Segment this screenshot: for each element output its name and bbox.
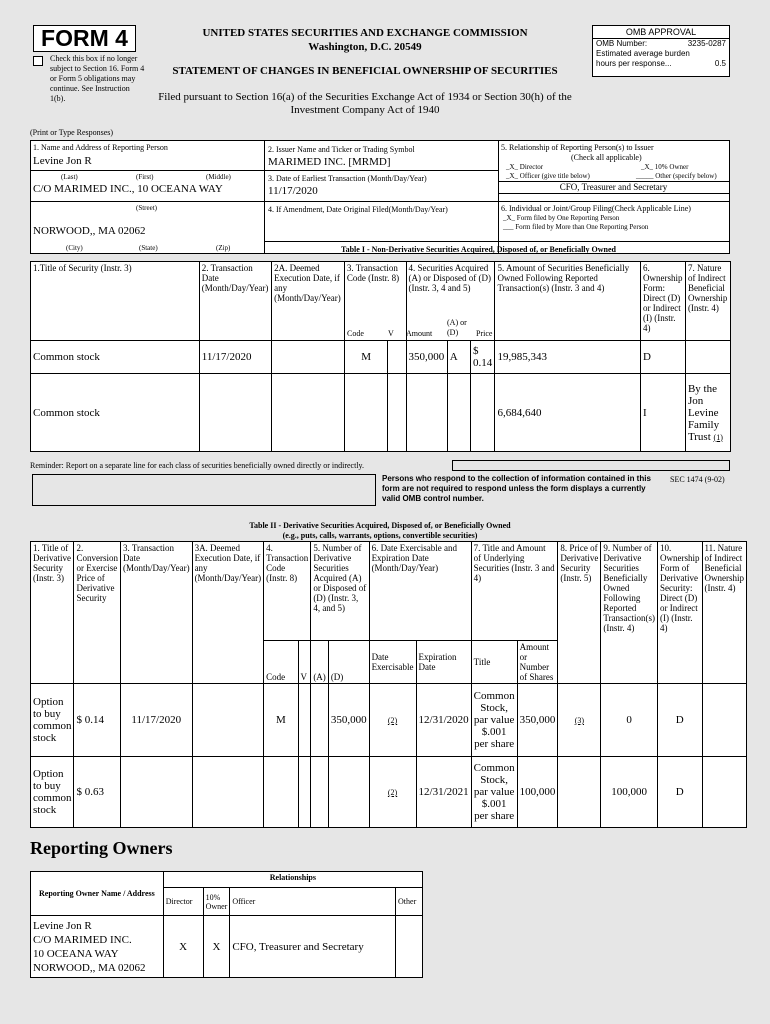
t2-header-owned: 9. Number of Derivative Securities Beneficially Owned Following Reported Transaction(s) (Instr. 4): [601, 542, 658, 684]
t1-row2-v: [388, 374, 406, 452]
t1-header-title: 1.Title of Security (Instr. 3): [31, 262, 200, 341]
filed-pursuant-line1: Filed pursuant to Section 16(a) of the Securities Exchange Act of 1934 or Section 30(h) of the: [158, 91, 572, 103]
signature-box: [32, 474, 376, 506]
box3-label: 3. Date of Earliest Transaction (Month/Day/Year): [268, 174, 427, 183]
t2-sub-title: Title: [471, 641, 517, 684]
owner-name: Levine Jon R: [33, 919, 92, 932]
reporting-person-name: Levine Jon R: [33, 155, 92, 167]
t1-row1-form: D: [640, 341, 685, 374]
t1-row1-ad: A: [447, 341, 470, 374]
omb-title: OMB APPROVAL: [593, 26, 729, 39]
t2-row2-d: [328, 757, 369, 828]
box5-check-all: (Check all applicable): [571, 153, 642, 162]
owner-addr1: C/O MARIMED INC.: [33, 933, 132, 946]
t2-row1-d: 350,000: [328, 684, 369, 757]
state-label: (State): [139, 244, 158, 252]
t1-row1-v: [388, 341, 406, 374]
t1-header-code: 3. Transaction Code (Instr. 8): [344, 262, 406, 341]
reminder-text: Reminder: Report on a separate line for each class of securities beneficially owned directly or indirectly.: [30, 461, 365, 470]
box1-label: 1. Name and Address of Reporting Person: [33, 143, 168, 152]
t1-row1-price: $ 0.14: [470, 341, 495, 374]
t2-row1-code: M: [264, 684, 298, 757]
t1-row1-nature: [685, 341, 730, 374]
omb-approval-box: [592, 25, 730, 77]
t2-row2-exp: 12/31/2021: [416, 757, 471, 828]
t2-row1-price: $ 0.14: [74, 684, 121, 757]
reporting-person-city: NORWOOD,, MA 02062: [33, 225, 146, 237]
street-label: (Street): [136, 204, 157, 212]
owner-other: [396, 916, 423, 978]
t2-header-date: 3. Transaction Date (Month/Day/Year): [120, 542, 192, 684]
t2-sub-date-ex: Date Exercisable: [369, 641, 416, 684]
box5-label: 5. Relationship of Reporting Person(s) to Issuer: [501, 143, 654, 152]
t1-row1-deemed: [272, 341, 345, 374]
owners-col-officer: Officer: [230, 888, 396, 916]
middle-label: (Middle): [206, 173, 231, 181]
t2-row2-form: D: [658, 757, 703, 828]
t2-row1-owned: 0: [601, 684, 658, 757]
t1-header-nature: 7. Nature of Indirect Beneficial Ownership (Instr. 4): [685, 262, 730, 341]
owners-relationships: Relationships: [163, 872, 422, 888]
owners-col-ten: 10% Owner: [203, 888, 230, 916]
omb-number-label: OMB Number:: [596, 39, 648, 48]
ten-pct-option: _X_ 10% Owner: [641, 163, 689, 171]
t2-header-underlying: 7. Title and Amount of Underlying Securities (Instr. 3 and 4): [471, 542, 558, 641]
t1-row2-date: [199, 374, 271, 452]
t1-row1-title: Common stock: [31, 341, 200, 374]
t2-header-nature: 11. Nature of Indirect Beneficial Ownership (Instr. 4): [702, 542, 746, 684]
t2-sub-exp: Expiration Date: [416, 641, 471, 684]
t1-row2-amount: [406, 374, 447, 452]
omb-hours-label: hours per response...: [596, 59, 672, 68]
owners-col-director: Director: [163, 888, 203, 916]
director-option: _X_ Director: [506, 163, 544, 171]
t1-sub-v: V: [388, 329, 394, 338]
t2-header-exercisable: 6. Date Exercisable and Expiration Date (Month/Day/Year): [369, 542, 471, 641]
t1-sub-price: Price: [476, 329, 493, 338]
box2-label: 2. Issuer Name and Ticker or Trading Symbol: [268, 145, 415, 154]
t2-row2-code: [264, 757, 298, 828]
t1-header-deemed: 2A. Deemed Execution Date, if any (Month/Day/Year): [272, 262, 345, 341]
form-title: FORM 4: [33, 25, 136, 52]
t1-row1-date: 11/17/2020: [199, 341, 271, 374]
t2-header-price: 8. Price of Derivative Security (Instr. 5): [558, 542, 601, 684]
omb-hours: 0.5: [714, 59, 726, 68]
t1-header-owned: 5. Amount of Securities Beneficially Owned Following Reported Transaction(s) (Instr. 3 and 4): [495, 262, 641, 341]
issuer-name: MARIMED INC. [MRMD]: [268, 156, 391, 168]
t2-header-number: 5. Number of Derivative Securities Acquired (A) or Disposed of (D) (Instr. 3, 4, and 5): [311, 542, 369, 641]
agency-location: Washington, D.C. 20549: [308, 41, 422, 53]
t2-row1-title: Option to buy common stock: [31, 684, 74, 757]
t1-row1-amount: 350,000: [406, 341, 447, 374]
sec-form-number: SEC 1474 (9-02): [670, 475, 725, 484]
reporting-owners-table: [30, 871, 423, 978]
table2-title: Table II - Derivative Securities Acquired, Disposed of, or Beneficially Owned: [249, 521, 511, 530]
table1-title: Table I - Non-Derivative Securities Acquired, Disposed of, or Beneficially Owned: [341, 245, 616, 254]
t1-row2-nature-text: By the Jon Levine Family Trust: [687, 382, 720, 443]
t1-row2-deemed: [272, 374, 345, 452]
box4-label: 4. If Amendment, Date Original Filed(Month/Day/Year): [268, 205, 448, 214]
t1-sub-code: Code: [347, 329, 364, 338]
t1-row2-nature: [685, 374, 730, 452]
t2-header-conversion: 2. Conversion or Exercise Price of Derivative Security: [74, 542, 121, 684]
filing-one-person: _X_ Form filed by One Reporting Person: [503, 214, 620, 222]
t1-header-form: 6. Ownership Form: Direct (D) or Indirect (I) (Instr. 4): [640, 262, 685, 341]
footnote-link-2b[interactable]: (2): [387, 788, 398, 797]
t2-row1-exp: 12/31/2020: [416, 684, 471, 757]
t1-row2-owned: 6,684,640: [495, 374, 641, 452]
agency-name: UNITED STATES SECURITIES AND EXCHANGE COMMISSION: [202, 27, 528, 39]
owner-ten-mark: X: [203, 916, 230, 978]
t2-row1-deemed: [192, 684, 264, 757]
omb-burden-label: Estimated average burden: [596, 49, 690, 58]
last-label: (Last): [61, 173, 78, 181]
footnote-link-2[interactable]: (2): [387, 716, 398, 725]
t2-row1-utitle: Common Stock, par value $.001 per share: [471, 684, 517, 757]
footnote-link-3[interactable]: (3): [574, 716, 585, 725]
t2-sub-d: (D): [328, 641, 369, 684]
zip-label: (Zip): [216, 244, 231, 252]
owners-col-name: Reporting Owner Name / Address: [31, 872, 164, 916]
t2-row1-v: [298, 684, 311, 757]
t2-row2-v: [298, 757, 311, 828]
box6-label: 6. Individual or Joint/Group Filing(Check Applicable Line): [501, 204, 691, 213]
t1-row2-code: [344, 374, 387, 452]
table2-derivative: [30, 541, 747, 828]
persons-notice: Persons who respond to the collection of information contained in this form are not required to respond unless the form displays a currently valid OMB control number.: [382, 474, 651, 503]
t2-header-form: 10. Ownership Form of Derivative Security: Direct (D) or Indirect (I) (Instr. 4): [658, 542, 703, 684]
t2-row2-utitle: Common Stock, par value $.001 per share: [471, 757, 517, 828]
owner-name-address: [31, 916, 164, 978]
t1-row2-title: Common stock: [31, 374, 200, 452]
t2-row2-uamt: 100,000: [517, 757, 558, 828]
t2-header-deemed: 3A. Deemed Execution Date, if any (Month/Day/Year): [192, 542, 264, 684]
t2-row2-deemed: [192, 757, 264, 828]
city-label: (City): [66, 244, 83, 252]
other-option: _____ Other (specify below): [636, 172, 717, 180]
earliest-transaction-date: 11/17/2020: [268, 185, 318, 197]
t2-row2-owned: 100,000: [601, 757, 658, 828]
t2-row1-uamt: 350,000: [517, 684, 558, 757]
t1-sub-amount: Amount: [406, 329, 433, 338]
t2-sub-v: V: [298, 641, 311, 684]
t2-row2-price: $ 0.63: [74, 757, 121, 828]
t1-row1-owned: 19,985,343: [495, 341, 641, 374]
t2-row2-date: [120, 757, 192, 828]
t1-row2-form: I: [640, 374, 685, 452]
t2-row2-nature: [702, 757, 746, 828]
officer-title: CFO, Treasurer and Secretary: [559, 182, 668, 192]
owner-addr3: NORWOOD,, MA 02062: [33, 961, 146, 974]
filing-more-persons: ___ Form filed by More than One Reporting Person: [503, 223, 649, 231]
t2-row2-title: Option to buy common stock: [31, 757, 74, 828]
checkbox-note: Check this box if no longer subject to Section 16. Form 4 or Form 5 obligations may continue. See Instruction 1(b).: [50, 54, 145, 103]
t2-row2-a: [311, 757, 329, 828]
t2-row1-nature: [702, 684, 746, 757]
t1-row2-price: [470, 374, 495, 452]
t2-row2-price8: [558, 757, 601, 828]
reporting-owners-heading: Reporting Owners: [30, 838, 173, 858]
t2-row1-form: D: [658, 684, 703, 757]
t2-sub-amount: Amount or Number of Shares: [517, 641, 558, 684]
t1-row1-code: M: [344, 341, 387, 374]
t1-header-date: 2. Transaction Date (Month/Day/Year): [199, 262, 271, 341]
reminder-box: [452, 460, 730, 471]
table1-non-derivative: [30, 261, 731, 452]
omb-number: 3235-0287: [687, 39, 726, 48]
table2-subtitle: (e.g., puts, calls, warrants, options, convertible securities): [282, 531, 478, 540]
t2-row1-a: [311, 684, 329, 757]
officer-option: _X_ Officer (give title below): [506, 172, 590, 180]
no-longer-subject-checkbox[interactable]: [33, 56, 43, 66]
first-label: (First): [136, 173, 154, 181]
owner-director-mark: X: [163, 916, 203, 978]
owners-col-other: Other: [396, 888, 423, 916]
reporting-person-section: [30, 140, 730, 254]
footnote-link-1[interactable]: (1): [713, 432, 723, 442]
print-note: (Print or Type Responses): [30, 128, 114, 137]
filed-pursuant-line2: Investment Company Act of 1940: [290, 104, 440, 116]
t2-header-code: 4. Transaction Code (Instr. 8): [264, 542, 311, 641]
reporting-person-address: C/O MARIMED INC., 10 OCEANA WAY: [33, 183, 223, 195]
t1-sub-aord: (A) or (D): [447, 318, 467, 337]
t2-header-title: 1. Title of Derivative Security (Instr. 3): [31, 542, 74, 684]
t1-row2-ad: [447, 374, 470, 452]
owner-addr2: 10 OCEANA WAY: [33, 947, 119, 960]
t1-header-acquired: 4. Securities Acquired (A) or Disposed of (D) (Instr. 3, 4 and 5): [406, 262, 495, 341]
t2-row1-date: 11/17/2020: [120, 684, 192, 757]
statement-title: STATEMENT OF CHANGES IN BENEFICIAL OWNERSHIP OF SECURITIES: [172, 65, 558, 77]
t2-sub-a: (A): [311, 641, 329, 684]
owner-officer-title: CFO, Treasurer and Secretary: [230, 916, 396, 978]
t2-sub-code: Code: [264, 641, 298, 684]
